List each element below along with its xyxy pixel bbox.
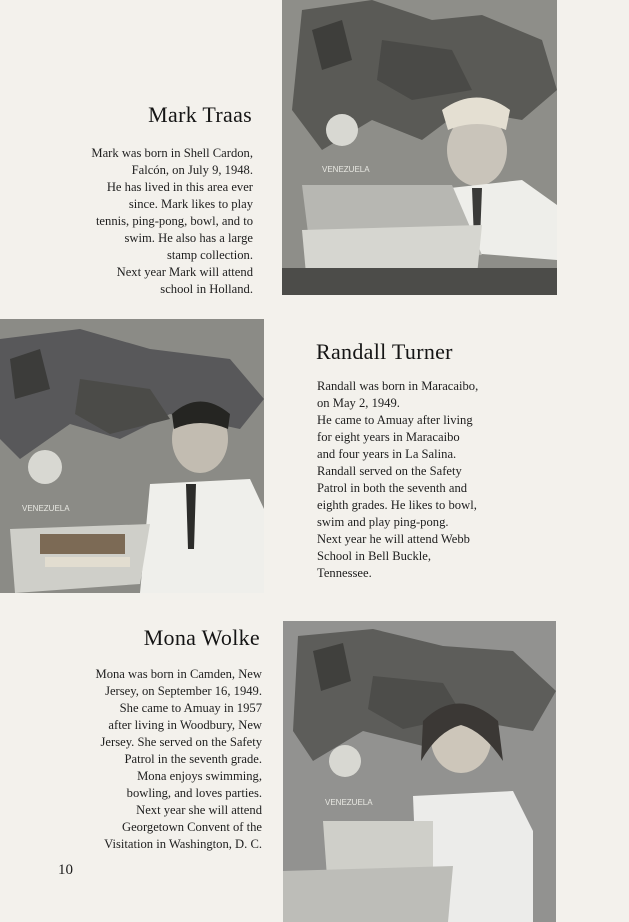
bio-line: swim. He also has a large bbox=[124, 231, 253, 245]
bio-line: She came to Amuay in 1957 bbox=[119, 701, 262, 715]
student-bio-mark-traas bbox=[91, 145, 253, 298]
student-photo-mona-wolke bbox=[283, 621, 556, 922]
bio-line: Patrol in the seventh grade. bbox=[124, 752, 262, 766]
bio-line: bowling, and loves parties. bbox=[126, 786, 262, 800]
coat-of-arms-icon bbox=[329, 745, 361, 777]
student-name-mark-traas: Mark Traas bbox=[148, 102, 252, 127]
map-label: VENEZUELA bbox=[325, 798, 373, 807]
student-photo-randall-turner bbox=[0, 319, 264, 593]
bio-line: school in Holland. bbox=[160, 282, 253, 296]
bio-line: on May 2, 1949. bbox=[317, 396, 400, 410]
bio-line: Visitation in Washington, D. C. bbox=[104, 837, 262, 851]
bio-line: Jersey, on September 16, 1949. bbox=[105, 684, 262, 698]
coat-of-arms-icon bbox=[28, 450, 62, 484]
bio-line: and four years in La Salina. bbox=[317, 447, 457, 461]
bio-line: Next year he will attend Webb bbox=[317, 532, 470, 546]
student-name-randall-turner: Randall Turner bbox=[316, 339, 453, 364]
bio-line: stamp collection. bbox=[166, 248, 253, 262]
bio-line: Mona enjoys swimming, bbox=[137, 769, 262, 783]
map-label: VENEZUELA bbox=[322, 165, 370, 174]
coat-of-arms-icon bbox=[326, 114, 358, 146]
bio-line: He came to Amuay after living bbox=[317, 413, 473, 427]
bio-line: swim and play ping-pong. bbox=[317, 515, 449, 529]
bio-line: since. Mark likes to play bbox=[128, 197, 253, 211]
student-bio-randall-turner bbox=[317, 378, 478, 582]
bio-line: Jersey. She served on the Safety bbox=[100, 735, 262, 749]
bio-line: Georgetown Convent of the bbox=[121, 820, 262, 834]
bio-line: tennis, ping-pong, bowl, and to bbox=[95, 214, 253, 228]
student-bio-mona-wolke bbox=[96, 666, 263, 853]
bio-line: Mark was born in Shell Cardon, bbox=[91, 146, 253, 160]
bio-line: Tennessee. bbox=[317, 566, 372, 580]
map-label: VENEZUELA bbox=[22, 504, 70, 513]
bio-line: for eight years in Maracaibo bbox=[317, 430, 460, 444]
bio-line: Falcón, on July 9, 1948. bbox=[131, 163, 253, 177]
bio-line: after living in Woodbury, New bbox=[108, 718, 262, 732]
bio-line: Next year she will attend bbox=[136, 803, 262, 817]
student-photo-mark-traas bbox=[282, 0, 557, 295]
bio-line: Patrol in both the seventh and bbox=[317, 481, 468, 495]
page-number: 10 bbox=[58, 862, 73, 878]
bio-line: School in Bell Buckle, bbox=[317, 549, 432, 563]
bio-line: eighth grades. He likes to bowl, bbox=[317, 498, 477, 512]
bio-line: Mona was born in Camden, New bbox=[95, 667, 262, 681]
bio-line: Next year Mark will attend bbox=[116, 265, 253, 279]
bio-line: He has lived in this area ever bbox=[106, 180, 253, 194]
bio-line: Randall was born in Maracaibo, bbox=[317, 379, 479, 393]
student-name-mona-wolke: Mona Wolke bbox=[143, 625, 260, 650]
bio-line: Randall served on the Safety bbox=[317, 464, 462, 478]
